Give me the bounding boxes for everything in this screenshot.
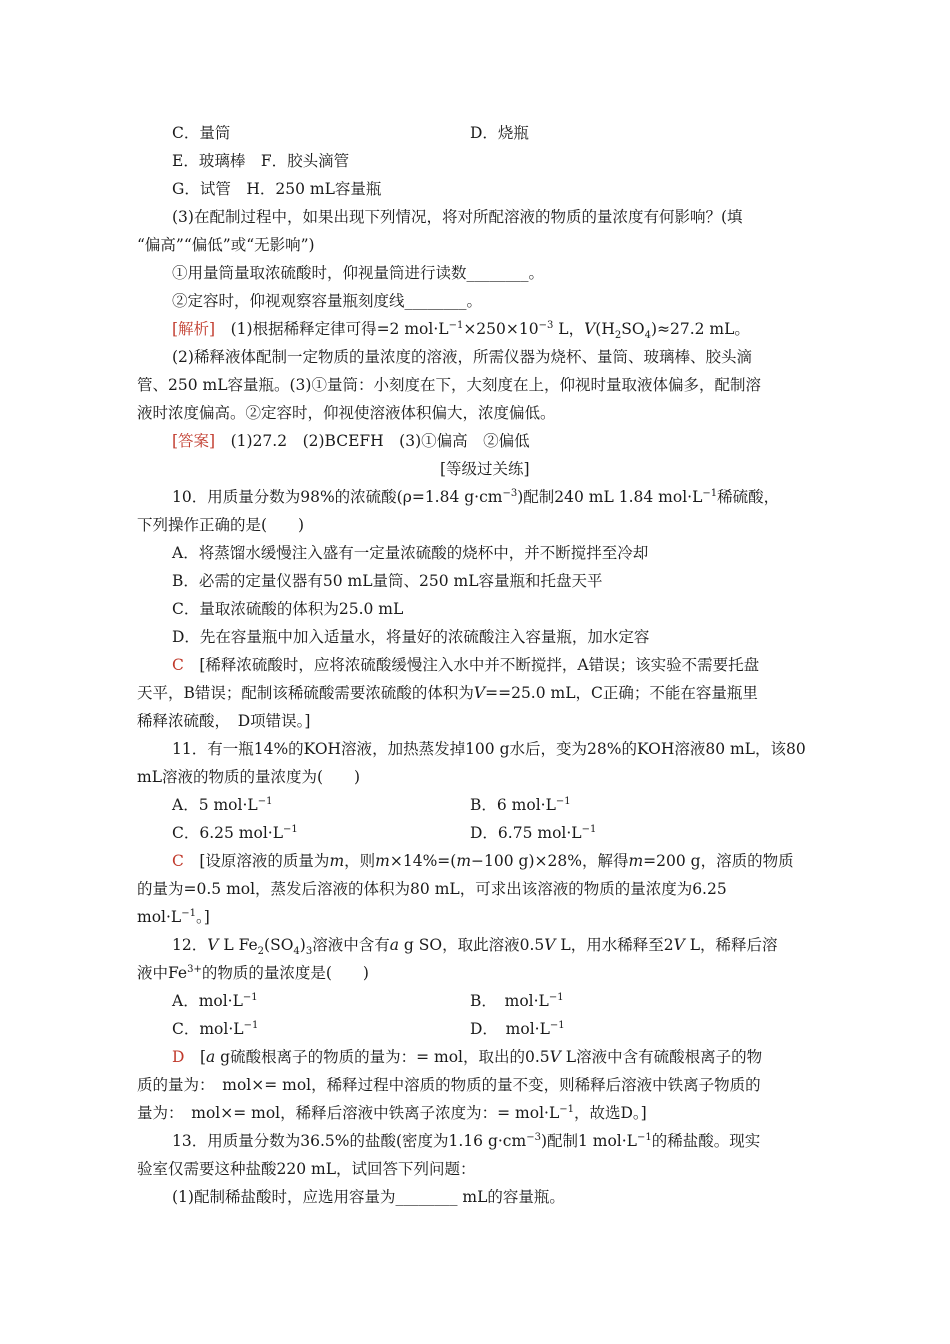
text: =200 g，溶质的物质 <box>643 852 794 870</box>
text: V <box>473 684 486 702</box>
text: A．5 mol·L <box>172 796 258 814</box>
subscript: 2 <box>614 330 622 342</box>
text: mol·L <box>137 908 182 926</box>
section-heading: [等级过关练] <box>440 460 530 478</box>
analysis-line-1 <box>172 319 750 342</box>
text: (H <box>595 320 615 338</box>
text: (1)根据稀释定律可得=2 mol·L <box>215 320 449 338</box>
text: V <box>207 936 219 954</box>
q13-part1: (1)配制稀盐酸时，应选用容量为________ mL的容量瓶。 <box>172 1188 565 1206</box>
text: C．6.25 mol·L <box>172 824 284 842</box>
subscript: 2 <box>257 946 265 958</box>
text: L，稀释后溶 <box>684 936 778 954</box>
q11-option-d <box>470 823 596 843</box>
text: V <box>544 936 556 954</box>
q12-option-c <box>172 1019 258 1039</box>
sub-question-2: ②定容时，仰视观察容量瓶刻度线________。 <box>172 292 483 310</box>
q10-option-b: B．必需的定量仪器有50 mL量筒、250 mL容量瓶和托盘天平 <box>172 572 603 590</box>
q10-option-c: C．量取浓硫酸的体积为25.0 mL <box>172 600 404 618</box>
option-text: C．量筒 <box>172 124 231 142</box>
text: m <box>628 852 644 870</box>
q10-solution-3: 稀释浓硫酸， D项错误。] <box>137 712 311 730</box>
q11-solution-3 <box>137 907 210 927</box>
text: )配制240 mL 1.84 mol·L <box>517 488 703 506</box>
superscript: −1 <box>702 487 718 499</box>
text: D．6.75 mol·L <box>470 824 582 842</box>
question-part3-cont: “偏高”“偏低”或“无影响”) <box>137 236 315 254</box>
text: 液中Fe <box>137 964 188 982</box>
text: −100 g)×28%，解得 <box>471 852 629 870</box>
superscript: −1 <box>181 907 196 919</box>
text: a <box>389 936 399 954</box>
q13-stem-cont: 验室仅需要这种盐酸220 mL，试回答下列问题： <box>137 1160 476 1178</box>
text: 天平，B错误；配制该稀硫酸需要浓硫酸的体积为 <box>137 684 474 702</box>
text: 13．用质量分数为36.5%的盐酸(密度为1.16 g·cm <box>172 1132 527 1150</box>
text: g SO，取此溶液0.5 <box>399 936 545 954</box>
text: L溶液中含有硫酸根离子的物 <box>560 1048 763 1066</box>
superscript: −3 <box>538 319 554 331</box>
text: L Fe <box>218 936 258 954</box>
subscript: 4 <box>293 946 300 958</box>
subscript: 4 <box>644 330 651 342</box>
q10-option-a: A．将蒸馏水缓慢注入盛有一定量浓硫酸的烧杯中，并不断搅拌至冷却 <box>172 544 649 562</box>
superscript: 3+ <box>187 963 202 975</box>
q11-solution-1 <box>172 851 794 871</box>
text: C．mol·L <box>172 1020 244 1038</box>
q11-option-c <box>172 823 298 843</box>
superscript: −3 <box>502 487 518 499</box>
superscript: −3 <box>526 1131 541 1143</box>
q11-option-b <box>470 795 571 815</box>
q10-solution-2 <box>137 683 758 703</box>
superscript: −1 <box>242 991 258 1003</box>
text: 。] <box>195 908 210 926</box>
q10-solution-1 <box>172 655 759 675</box>
sub-question-1: ①用量筒量取浓硫酸时，仰视量筒进行读数________。 <box>172 264 545 282</box>
text: ) <box>299 936 306 954</box>
superscript: −1 <box>257 795 273 807</box>
text: L， <box>553 320 585 338</box>
options-gh: G．试管 H．250 mL容量瓶 <box>172 180 382 198</box>
text: L，用水稀释至2 <box>555 936 674 954</box>
q13-stem <box>172 1131 760 1151</box>
q12-option-b <box>470 991 564 1011</box>
text: a <box>206 1048 216 1066</box>
superscript: −1 <box>636 1131 652 1143</box>
superscript: −1 <box>243 1019 259 1031</box>
text: A．mol·L <box>172 992 243 1010</box>
text: m <box>456 852 472 870</box>
superscript: −1 <box>549 1019 565 1031</box>
text: [稀释浓硫酸时，应将浓硫酸缓慢注入水中并不断搅拌，A错误；该实验不需要托盘 <box>183 656 760 674</box>
answer-letter: D <box>172 1048 185 1066</box>
text: m <box>375 852 390 870</box>
text: V <box>584 320 596 338</box>
text: 12． <box>172 936 208 954</box>
option-c-line <box>172 123 230 143</box>
q12-solution-2: 质的量为： mol×= mol，稀释过程中溶质的物质的量不变，则稀释后溶液中铁离子物质的 <box>137 1076 761 1094</box>
text: V <box>549 1048 561 1066</box>
text: 溶液中含有 <box>312 936 390 954</box>
q12-stem-cont <box>137 963 369 983</box>
superscript: −1 <box>555 795 571 807</box>
superscript: −1 <box>283 823 298 835</box>
text: ×250×10 <box>463 320 539 338</box>
text: 10．用质量分数为98%的浓硫酸(ρ=1.84 g·cm <box>172 488 503 506</box>
q11-option-a <box>172 795 272 815</box>
q12-solution-3 <box>137 1103 647 1123</box>
superscript: −1 <box>548 991 564 1003</box>
text: )配制1 mol·L <box>540 1132 637 1150</box>
option-d-line <box>470 123 529 143</box>
answer-line <box>172 431 530 451</box>
text: 量为： mol×= mol，稀释后溶液中铁离子浓度为：= mol·L <box>137 1104 560 1122</box>
options-ef: E．玻璃棒 F．胶头滴管 <box>172 152 350 170</box>
text: ，故选D。] <box>574 1104 647 1122</box>
text: 的物质的量浓度是( ) <box>201 964 369 982</box>
text: [ <box>184 1048 206 1066</box>
answer-letter: C <box>172 852 184 870</box>
q10-option-d: D．先在容量瓶中加入适量水，将量好的浓硫酸注入容量瓶，加水定容 <box>172 628 650 646</box>
option-text: D．烧瓶 <box>470 124 529 142</box>
text: B．6 mol·L <box>470 796 556 814</box>
answer-tag: [答案] <box>172 432 216 450</box>
text: 稀硫酸， <box>717 488 780 506</box>
superscript: −1 <box>581 823 597 835</box>
superscript: −1 <box>559 1103 574 1115</box>
text: SO <box>621 320 645 338</box>
subscript: 3 <box>305 946 313 958</box>
text: m <box>329 852 345 870</box>
text: (SO <box>264 936 294 954</box>
text: ==25.0 mL，C正确；不能在容量瓶里 <box>485 684 758 702</box>
q11-solution-2: 的量为=0.5 mol，蒸发后溶液的体积为80 mL，可求出该溶液的物质的量浓度为6.25 <box>137 880 727 898</box>
text: g硫酸根离子的物质的量为：= mol，取出的0.5 <box>215 1048 550 1066</box>
q10-stem-cont: 下列操作正确的是( ) <box>137 516 305 534</box>
analysis-line-3: 管、250 mL容量瓶。(3)①量筒：小刻度在下，大刻度在上，仰视时量取液体偏多，配制溶 <box>137 376 761 394</box>
q10-stem <box>172 487 779 507</box>
q12-solution-1 <box>172 1047 762 1067</box>
q11-stem-cont: mL溶液的物质的量浓度为( ) <box>137 768 361 786</box>
analysis-line-2: (2)稀释液体配制一定物质的量浓度的溶液，所需仪器为烧杯、量筒、玻璃棒、胶头滴 <box>172 348 752 366</box>
text: V <box>673 936 685 954</box>
text: B． mol·L <box>470 992 549 1010</box>
superscript: −1 <box>448 319 464 331</box>
text: (1)27.2 (2)BCEFH (3)①偏高 ②偏低 <box>215 432 530 450</box>
q11-stem: 11．有一瓶14%的KOH溶液，加热蒸发掉100 g水后，变为28%的KOH溶液80 mL，该80 <box>172 740 806 758</box>
q12-option-d <box>470 1019 565 1039</box>
analysis-line-4: 液时浓度偏高。②定容时，仰视使溶液体积偏大，浓度偏低。 <box>137 404 556 422</box>
text: ，则 <box>344 852 376 870</box>
q12-option-a <box>172 991 258 1011</box>
analysis-tag: [解析] <box>172 320 216 338</box>
text: )≈27.2 mL。 <box>650 320 750 338</box>
question-part3: (3)在配制过程中，如果出现下列情况，将对所配溶液的物质的量浓度有何影响？(填 <box>172 208 743 226</box>
text: ×14%=( <box>389 852 457 870</box>
text: [设原溶液的质量为 <box>183 852 330 870</box>
text: D． mol·L <box>470 1020 550 1038</box>
text: 的稀盐酸。现实 <box>651 1132 761 1150</box>
q12-stem <box>172 935 778 958</box>
answer-letter: C <box>172 656 184 674</box>
